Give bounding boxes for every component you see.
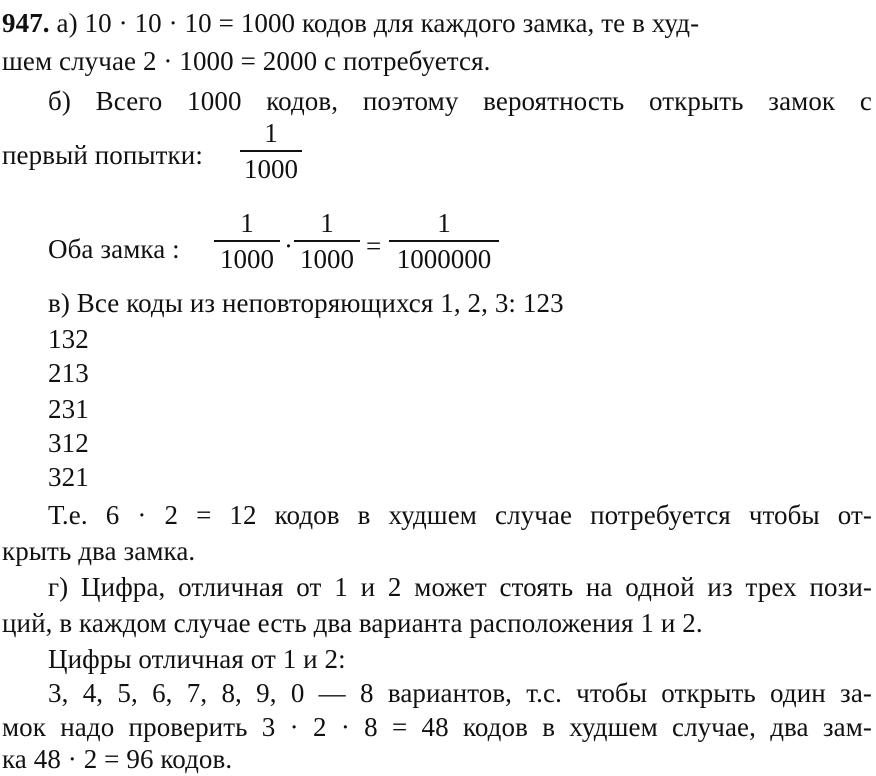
fraction-denominator: 1000000 [396,244,492,274]
fraction-denominator: 1000 [220,244,274,274]
fraction-bar [240,150,302,152]
part-c-summary-2: крыть два замка. [2,536,196,566]
part-a-line-1 [2,6,699,40]
fraction-denominator: 1000 [300,244,354,274]
part-a-text-1: а) 10 · 10 · 10 = 1000 кодов для каждого замка, те в худ- [49,8,700,38]
part-d-line-4: 3, 4, 5, 6, 7, 8, 9, 0 — 8 вариантов, т.с. чтобы открыть один за- [48,678,872,708]
fraction-numerator: 1 [240,208,254,238]
both-locks-label: Оба замка : [48,234,180,264]
fraction-lock-2 [292,208,362,274]
code-item: 312 [48,428,89,458]
part-b-line-1: б) Всего 1000 кодов, поэтому вероятность открыть замок с [48,86,872,116]
part-a-line-2: шем случае 2 · 1000 = 2000 с потребуется. [2,46,491,76]
part-d-line-1: г) Цифра, отличная от 1 и 2 может стоять на одной из трех пози- [48,572,872,602]
part-d-line-2: ций, в каждом случае есть два варианта расположения 1 и 2. [2,608,703,638]
code-item: 231 [48,394,89,424]
code-item: 321 [48,462,89,492]
fraction-numerator: 1 [320,208,334,238]
part-b-first-try-label: первый попытки: [2,140,203,170]
multiply-dot: · [284,231,293,261]
part-c-summary-1: Т.е. 6 · 2 = 12 кодов в худшем случае потребуется чтобы от- [48,500,872,530]
part-d-line-5: мок надо проверить 3 · 2 · 8 = 48 кодов в худшем случае, два зам- [2,712,872,742]
fraction-numerator: 1 [437,208,451,238]
fraction-bar [294,240,360,242]
equals-sign: = [366,231,382,261]
code-item: 132 [48,324,89,354]
fraction-bar [389,240,499,242]
fraction-lock-1 [212,208,282,274]
part-d-line-6: ка 48 · 2 = 96 кодов. [2,744,233,774]
cropped-previous-line [100,0,440,5]
fraction-numerator: 1 [264,118,278,148]
part-c-line-1: в) Все коды из неповторяющихся 1, 2, 3: 123 [48,288,564,318]
part-d-line-3: Цифры отличная от 1 и 2: [48,644,346,674]
fraction-bar [214,240,280,242]
fraction-first-try [238,118,304,184]
problem-number: 947. [2,8,50,38]
fraction-both-locks [388,208,500,274]
code-item: 213 [48,358,89,388]
fraction-denominator: 1000 [244,154,298,184]
